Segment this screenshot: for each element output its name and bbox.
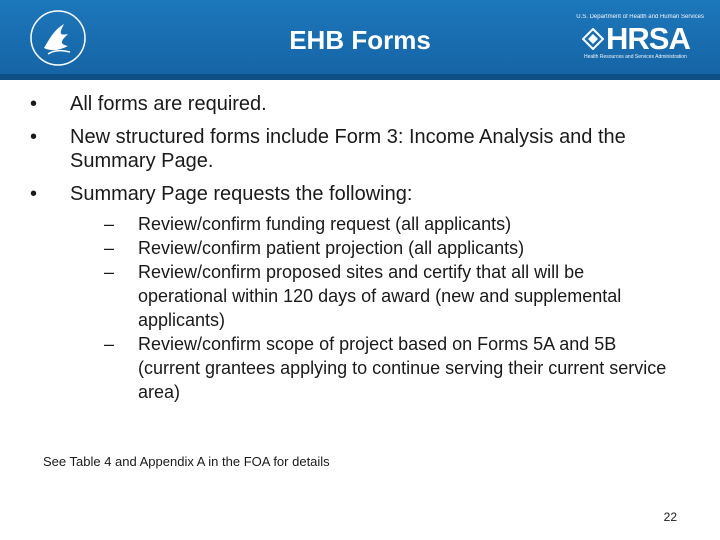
bullet-text: New structured forms include Form 3: Income Analysis and the Summary Page. [70,126,626,172]
bullet-text: All forms are required. [70,93,267,115]
bullet-item [30,182,670,404]
footer-note: See Table 4 and Appendix A in the FOA for details [43,454,330,469]
bullet-marker: • [30,183,38,205]
bullet-item [30,125,670,173]
sub-bullet-text: Review/confirm funding request (all applicants) [138,214,512,234]
hrsa-department-text: U.S. Department of Health and Human Services [576,14,704,20]
sub-bullet-list [70,212,670,404]
sub-bullet-text: Review/confirm patient projection (all applicants) [138,238,525,258]
sub-bullet-item [104,260,670,332]
header-divider [0,74,720,80]
bullet-marker: • [30,93,38,115]
sub-bullet-item [104,212,670,236]
bullet-item [30,92,670,116]
dash-marker: – [104,214,115,234]
hrsa-agency-text: Health Resources and Services Administration [584,54,687,60]
sub-bullet-item [104,332,670,404]
bullet-text: Summary Page requests the following: [70,183,413,205]
hrsa-wordmark: HRSA [606,21,690,56]
hrsa-emblem-icon [582,28,604,50]
dash-marker: – [104,334,115,354]
page-number: 22 [663,510,677,524]
slide-title: EHB Forms [289,25,431,55]
sub-bullet-text: Review/confirm proposed sites and certify that all will be operational within 120 days of award (new and supplemental applicants) [138,262,622,330]
sub-bullet-item [104,236,670,260]
sub-bullet-text: Review/confirm scope of project based on Forms 5A and 5B (current grantees applying to continue serving their current service area) [138,334,667,402]
bullet-marker: • [30,126,38,148]
bullet-list [30,92,670,404]
slide-content [30,92,670,413]
dash-marker: – [104,262,115,282]
hrsa-logo [576,14,706,64]
dash-marker: – [104,238,115,258]
